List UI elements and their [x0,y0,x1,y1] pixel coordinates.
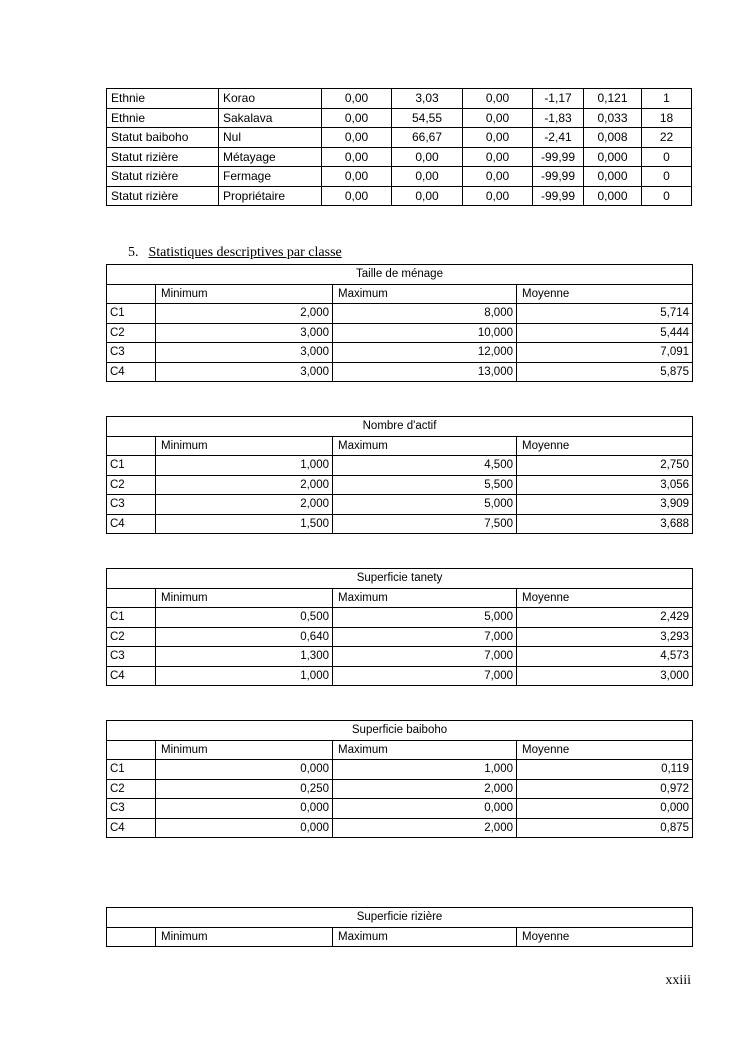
mean-cell: 0,875 [517,818,693,838]
table-header-row [107,927,693,947]
value-cell: 0,00 [392,147,463,167]
column-header-mean: Moyenne [517,588,693,608]
minimum-cell: 1,300 [156,647,333,667]
section-heading [128,245,342,261]
column-header-maximum: Maximum [333,284,517,304]
table-caption: Nombre d'actif [107,417,693,437]
stats-table-tanety-area [106,568,693,686]
value-cell: 0,00 [322,167,392,187]
value-cell: 0,000 [584,186,642,206]
variable-cell: Ethnie [107,108,219,128]
value-cell: -1,83 [533,108,584,128]
variable-cell: Statut baiboho [107,128,219,148]
minimum-cell: 3,000 [156,343,333,363]
maximum-cell: 7,500 [333,514,517,534]
table-row [107,147,692,167]
stats-table-rice-field-area [106,907,693,947]
mean-cell: 3,688 [517,514,693,534]
maximum-cell: 5,000 [333,495,517,515]
maximum-cell: 2,000 [333,779,517,799]
class-cell: C3 [107,495,156,515]
minimum-cell: 1,000 [156,666,333,686]
modality-cell: Fermage [219,167,322,187]
empty-header-cell [107,740,156,760]
maximum-cell: 7,000 [333,647,517,667]
variable-cell: Statut rizière [107,167,219,187]
table-row [107,128,692,148]
minimum-cell: 2,000 [156,304,333,324]
mean-cell: 3,909 [517,495,693,515]
mean-cell: 2,750 [517,456,693,476]
minimum-cell: 0,500 [156,608,333,628]
class-cell: C4 [107,818,156,838]
value-cell: -2,41 [533,128,584,148]
table-row [107,818,693,838]
mean-cell: 0,119 [517,760,693,780]
mean-cell: 4,573 [517,647,693,667]
modality-cell: Sakalava [219,108,322,128]
variable-cell: Statut rizière [107,147,219,167]
mean-cell: 0,000 [517,799,693,819]
value-cell: 0 [642,147,692,167]
value-cell: 18 [642,108,692,128]
maximum-cell: 2,000 [333,818,517,838]
table-caption: Superficie rizière [107,908,693,928]
table-caption: Taille de ménage [107,265,693,285]
variable-cell: Statut rizière [107,186,219,206]
class-cell: C1 [107,456,156,476]
table-row [107,760,693,780]
value-cell: 0,000 [584,147,642,167]
value-cell: 0 [642,167,692,187]
section-number: 5. [128,245,139,260]
value-cell: 0,00 [322,147,392,167]
value-cell: 0,00 [322,108,392,128]
class-cell: C3 [107,343,156,363]
modality-cell: Propriétaire [219,186,322,206]
table-row [107,799,693,819]
table-row [107,108,692,128]
value-cell: -1,17 [533,89,584,109]
maximum-cell: 12,000 [333,343,517,363]
table-row [107,89,692,109]
mean-cell: 7,091 [517,343,693,363]
table-row [107,167,692,187]
value-cell: 0,00 [463,108,533,128]
maximum-cell: 4,500 [333,456,517,476]
class-cell: C2 [107,475,156,495]
stats-table-household-size [106,264,693,382]
class-cell: C4 [107,514,156,534]
table-row [107,514,693,534]
modality-table [106,88,692,206]
class-cell: C2 [107,779,156,799]
class-cell: C4 [107,666,156,686]
table-row [107,666,693,686]
value-cell: 0,033 [584,108,642,128]
minimum-cell: 0,250 [156,779,333,799]
value-cell: 0,008 [584,128,642,148]
value-cell: 0,00 [463,128,533,148]
table-header-row [107,740,693,760]
mean-cell: 3,000 [517,666,693,686]
minimum-cell: 3,000 [156,323,333,343]
table-row [107,627,693,647]
column-header-maximum: Maximum [333,927,517,947]
column-header-mean: Moyenne [517,436,693,456]
modality-cell: Métayage [219,147,322,167]
maximum-cell: 1,000 [333,760,517,780]
table-row [107,495,693,515]
value-cell: 54,55 [392,108,463,128]
value-cell: 1 [642,89,692,109]
class-cell: C3 [107,799,156,819]
page-number: xxiii [665,973,691,988]
value-cell: 0,00 [463,186,533,206]
mean-cell: 5,875 [517,362,693,382]
class-cell: C1 [107,608,156,628]
maximum-cell: 8,000 [333,304,517,324]
maximum-cell: 13,000 [333,362,517,382]
mean-cell: 0,972 [517,779,693,799]
column-header-maximum: Maximum [333,740,517,760]
modality-cell: Nul [219,128,322,148]
minimum-cell: 0,000 [156,818,333,838]
column-header-minimum: Minimum [156,927,333,947]
class-cell: C1 [107,304,156,324]
value-cell: 66,67 [392,128,463,148]
maximum-cell: 10,000 [333,323,517,343]
table-row [107,456,693,476]
minimum-cell: 0,000 [156,799,333,819]
column-header-maximum: Maximum [333,588,517,608]
modality-cell: Korao [219,89,322,109]
minimum-cell: 1,000 [156,456,333,476]
class-cell: C4 [107,362,156,382]
column-header-mean: Moyenne [517,740,693,760]
value-cell: 0,00 [322,186,392,206]
maximum-cell: 7,000 [333,627,517,647]
column-header-minimum: Minimum [156,284,333,304]
maximum-cell: 0,000 [333,799,517,819]
empty-header-cell [107,588,156,608]
value-cell: -99,99 [533,167,584,187]
maximum-cell: 7,000 [333,666,517,686]
value-cell: 0,121 [584,89,642,109]
empty-header-cell [107,436,156,456]
class-cell: C3 [107,647,156,667]
mean-cell: 5,444 [517,323,693,343]
column-header-maximum: Maximum [333,436,517,456]
value-cell: 3,03 [392,89,463,109]
column-header-minimum: Minimum [156,436,333,456]
table-row [107,343,693,363]
value-cell: 0,00 [463,147,533,167]
mean-cell: 3,056 [517,475,693,495]
column-header-mean: Moyenne [517,284,693,304]
minimum-cell: 0,000 [156,760,333,780]
empty-header-cell [107,284,156,304]
table-row [107,323,693,343]
value-cell: 0,00 [392,167,463,187]
stats-table-active-count [106,416,693,534]
mean-cell: 5,714 [517,304,693,324]
maximum-cell: 5,500 [333,475,517,495]
minimum-cell: 2,000 [156,475,333,495]
value-cell: 0,00 [463,89,533,109]
table-caption: Superficie baiboho [107,721,693,741]
column-header-mean: Moyenne [517,927,693,947]
value-cell: 0,00 [392,186,463,206]
minimum-cell: 0,640 [156,627,333,647]
class-cell: C1 [107,760,156,780]
class-cell: C2 [107,627,156,647]
value-cell: 0,000 [584,167,642,187]
table-header-row [107,284,693,304]
table-row [107,779,693,799]
variable-cell: Ethnie [107,89,219,109]
minimum-cell: 3,000 [156,362,333,382]
value-cell: 0,00 [322,128,392,148]
column-header-minimum: Minimum [156,588,333,608]
table-row [107,475,693,495]
stats-table-baiboho-area [106,720,693,838]
section-title: Statistiques descriptives par classe [148,245,342,260]
table-header-row [107,588,693,608]
minimum-cell: 2,000 [156,495,333,515]
table-row [107,608,693,628]
table-row [107,304,693,324]
class-cell: C2 [107,323,156,343]
value-cell: 0,00 [322,89,392,109]
mean-cell: 3,293 [517,627,693,647]
value-cell: 22 [642,128,692,148]
minimum-cell: 1,500 [156,514,333,534]
value-cell: -99,99 [533,186,584,206]
mean-cell: 2,429 [517,608,693,628]
table-row [107,186,692,206]
table-caption: Superficie tanety [107,569,693,589]
value-cell: 0 [642,186,692,206]
table-row [107,362,693,382]
value-cell: 0,00 [463,167,533,187]
maximum-cell: 5,000 [333,608,517,628]
table-row [107,647,693,667]
value-cell: -99,99 [533,147,584,167]
column-header-minimum: Minimum [156,740,333,760]
table-header-row [107,436,693,456]
empty-header-cell [107,927,156,947]
